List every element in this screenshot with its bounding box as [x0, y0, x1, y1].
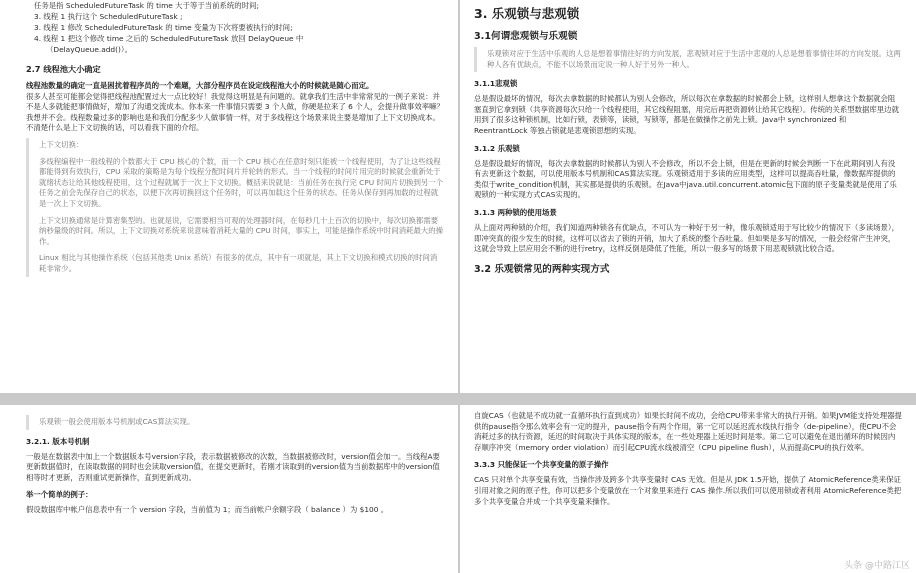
list-item: （DelayQueue.add()）。: [46, 45, 132, 54]
quote-paragraph: Linux 相比与其他操作系统（包括其他类 Unix 系统）有很多的优点，其中有一项就是，其上下文切换和模式切换的时间消耗非常少。: [39, 253, 438, 273]
quote-paragraph: 上下文切换通常是计算密集型的。也就是说，它需要相当可观的处理器时间，在每秒几十上百次的切换中，每次切换都需要纳秒量级的时间。所以，上下文切换对系统来说意味着消耗大量的 CPU 时间，事实上，可能是操作系统中时间消耗最大的操作。: [39, 215, 444, 246]
subsection-heading: 3.1.2 乐观锁: [474, 143, 520, 153]
list-item: 3. 线程 1 执行这个 ScheduledFutureTask ;: [34, 12, 183, 21]
paragraph: CAS 只对单个共享变量有效，当操作涉及跨多个共享变量时 CAS 无效。但是从 JDK 1.5开始，提供了 AtomicReference类来保证引用对象之间的原子性，你可以把多个变量放在一个对象里来进行 CAS 操作.所以我们可以使用锁或者利用 AtomicReference类把多个共享变量合并成一个共享变量来操作。: [474, 475, 902, 506]
paragraph: 一般是在数据表中加上一个数据版本号version字段，表示数据被修改的次数，当数据被修改时，version值会加一。当线程A要更新数据值时，在读取数据的同时也会读取version值，在提交更新时，若刚才读取到的version值为当前数据库中的version值相等时才更新，否则重试更新操作，直到更新成功。: [26, 451, 440, 482]
blockquote: [26, 138, 444, 277]
blockquote: [26, 415, 444, 430]
subsection-heading: 3.1.1悲观锁: [474, 79, 518, 89]
watermark: 头条 @中路江区: [844, 561, 910, 571]
quote-title: 上下文切换：: [39, 139, 84, 149]
subsection-heading: 3.1.3 两种锁的使用场景: [474, 207, 557, 217]
paragraph: 假设数据库中帐户信息表中有一个 version 字段，当前值为 1；而当前帐户余额字段（ balance ）为 $100 。: [26, 505, 389, 515]
list-item: 3. 线程 1 修改 ScheduledFutureTask 的 time 变量为下次将要被执行的时间;: [34, 23, 293, 32]
paragraph: 总是假设最坏的情况，每次去拿数据的时候都认为别人会修改，所以每次在拿数据的时候都会上锁，这样别人想拿这个数据就会阻塞直到它拿到锁（共享资源每次只给一个线程使用，其它线程阻塞，用完后再把资源转让给其它线程）。传统的关系型数据库里边就用到了很多这种锁机制，比如行锁，表锁等，读锁，写锁等，都是在做操作之前先上锁。Java中 synchronized 和 ReentrantLock 等独占锁就是悲观锁思想的实现。: [474, 94, 899, 135]
paragraph: 很多人甚至可能都会觉得把线程池配置过大一点比较好！我觉得这明显是有问题的。就拿我们生活中非常常见的一例子来说：并不是人多就能把事情做好，增加了沟通交流成本。你本来一件事情只需要 3 个人做，你硬是拉来了 6 个人，会提升做事效率嘛？我想并不会。线程数量过多的影响也是和我们分配多少人做事情一样，对于多线程这个场景来说主要是增加了上下文切换成本。不清楚什么是上下文切换的话，可以看我下面的介绍。: [26, 91, 444, 133]
quote-paragraph: 乐观锁一般会使用版本号机制或CAS算法实现。: [39, 417, 195, 426]
subsection-heading: 3.3.3 只能保证一个共享变量的原子操作: [474, 460, 609, 470]
paragraph: 从上面对两种锁的介绍，我们知道两种锁各有优缺点，不可认为一种好于另一种，像乐观锁适用于写比较少的情况下（多读场景），即冲突真的很少发生的时候，这样可以省去了锁的开销，加大了系统的整个吞吐量。但如果是多写的情况，一般会经常产生冲突，这就会导致上层应用会不断的进行retry，这样反倒是降低了性能，所以一般多写的场景下用悲观锁就比较合适。: [474, 222, 899, 254]
document-page-4: [460, 405, 916, 573]
chapter-heading: 3. 乐观锁与悲观锁: [474, 6, 580, 21]
section-heading: 2.7 线程池大小确定: [26, 64, 101, 74]
section-heading: 3.1何谓悲观锁与乐观锁: [474, 31, 578, 42]
document-page-3: [0, 405, 458, 573]
section-heading: 3.2 乐观锁常见的两种实现方式: [474, 263, 610, 275]
paragraph: 自旋CAS（也就是不成功就一直循环执行直到成功）如果长时间不成功，会给CPU带来非常大的执行开销。如果JVM能支持处理器提供的pause指令那么效率会有一定的提升，pause指令有两个作用，第一它可以延迟流水线执行指令（de-pipeline），使CPU不会消耗过多的执行资源，延迟的时间取决于具体实现的版本，在一些处理器上延迟时间是零。第二它可以避免在退出循环的时候因内存顺序冲突（memory order violation）而引起CPU流水线被清空（CPU pipeline flush），从而提高CPU的执行效率。: [474, 411, 902, 452]
document-page-2: [460, 0, 916, 393]
paragraph: 线程池数量的确定一直是困扰着程序员的一个难题，大部分程序员在设定线程池大小的时候就是随心而定。: [26, 81, 374, 90]
paragraph: 总是假设最好的情况，每次去拿数据的时候都认为别人不会修改，所以不会上锁，但是在更新的时候会判断一下在此期间别人有没有去更新这个数据，可以使用版本号机制和CAS算法实现。乐观锁适用于多读的应用类型，这样可以提高吞吐量，像数据库提供的类似于write_condition机制，其实都是提供的乐观锁。在Java中java.util.concurrent.atomic包下面的原子变量类就是使用了乐观锁的一种实现方式CAS实现的。: [474, 158, 897, 200]
list-item: 4. 线程 1 把这个修改 time 之后的 ScheduledFutureTask 放回 DelayQueue 中: [34, 34, 304, 43]
document-page-1: [0, 0, 458, 393]
quote-paragraph: 多线程编程中一般线程的个数都大于 CPU 核心的个数，而一个 CPU 核心在任意时刻只能被一个线程使用，为了让这些线程都能得到有效执行，CPU 采取的策略是为每个线程分配时间片并轮转的形式。当一个线程的时间片用完的时候就会重新处于就绪状态让给其他线程使用，这个过程就属于一次上下文切换。概括来说就是：当前任务在执行完 CPU 时间片切换到另一个任务之前会先保存自己的状态，以便下次再切换回这个任务时，可以再加载这个任务的状态。任务从保存到再加载的过程就是一次上下文切换。: [39, 156, 444, 208]
subsection-heading: 3.2.1. 版本号机制: [26, 436, 90, 446]
blockquote: [474, 47, 902, 72]
quote-paragraph: 乐观锁对应于生活中乐观的人总是想着事情往好的方向发展，悲观锁对应于生活中悲观的人总是想着事情往坏的方向发展。这两种人各有优缺点，不能不以场景而定说一种人好于另外一种人。: [487, 49, 901, 69]
example-heading: 举一个简单的例子：: [26, 490, 93, 500]
list-item: 任务是指 ScheduledFutureTask 的 time 大于等于当前系统的时间;: [34, 1, 259, 10]
